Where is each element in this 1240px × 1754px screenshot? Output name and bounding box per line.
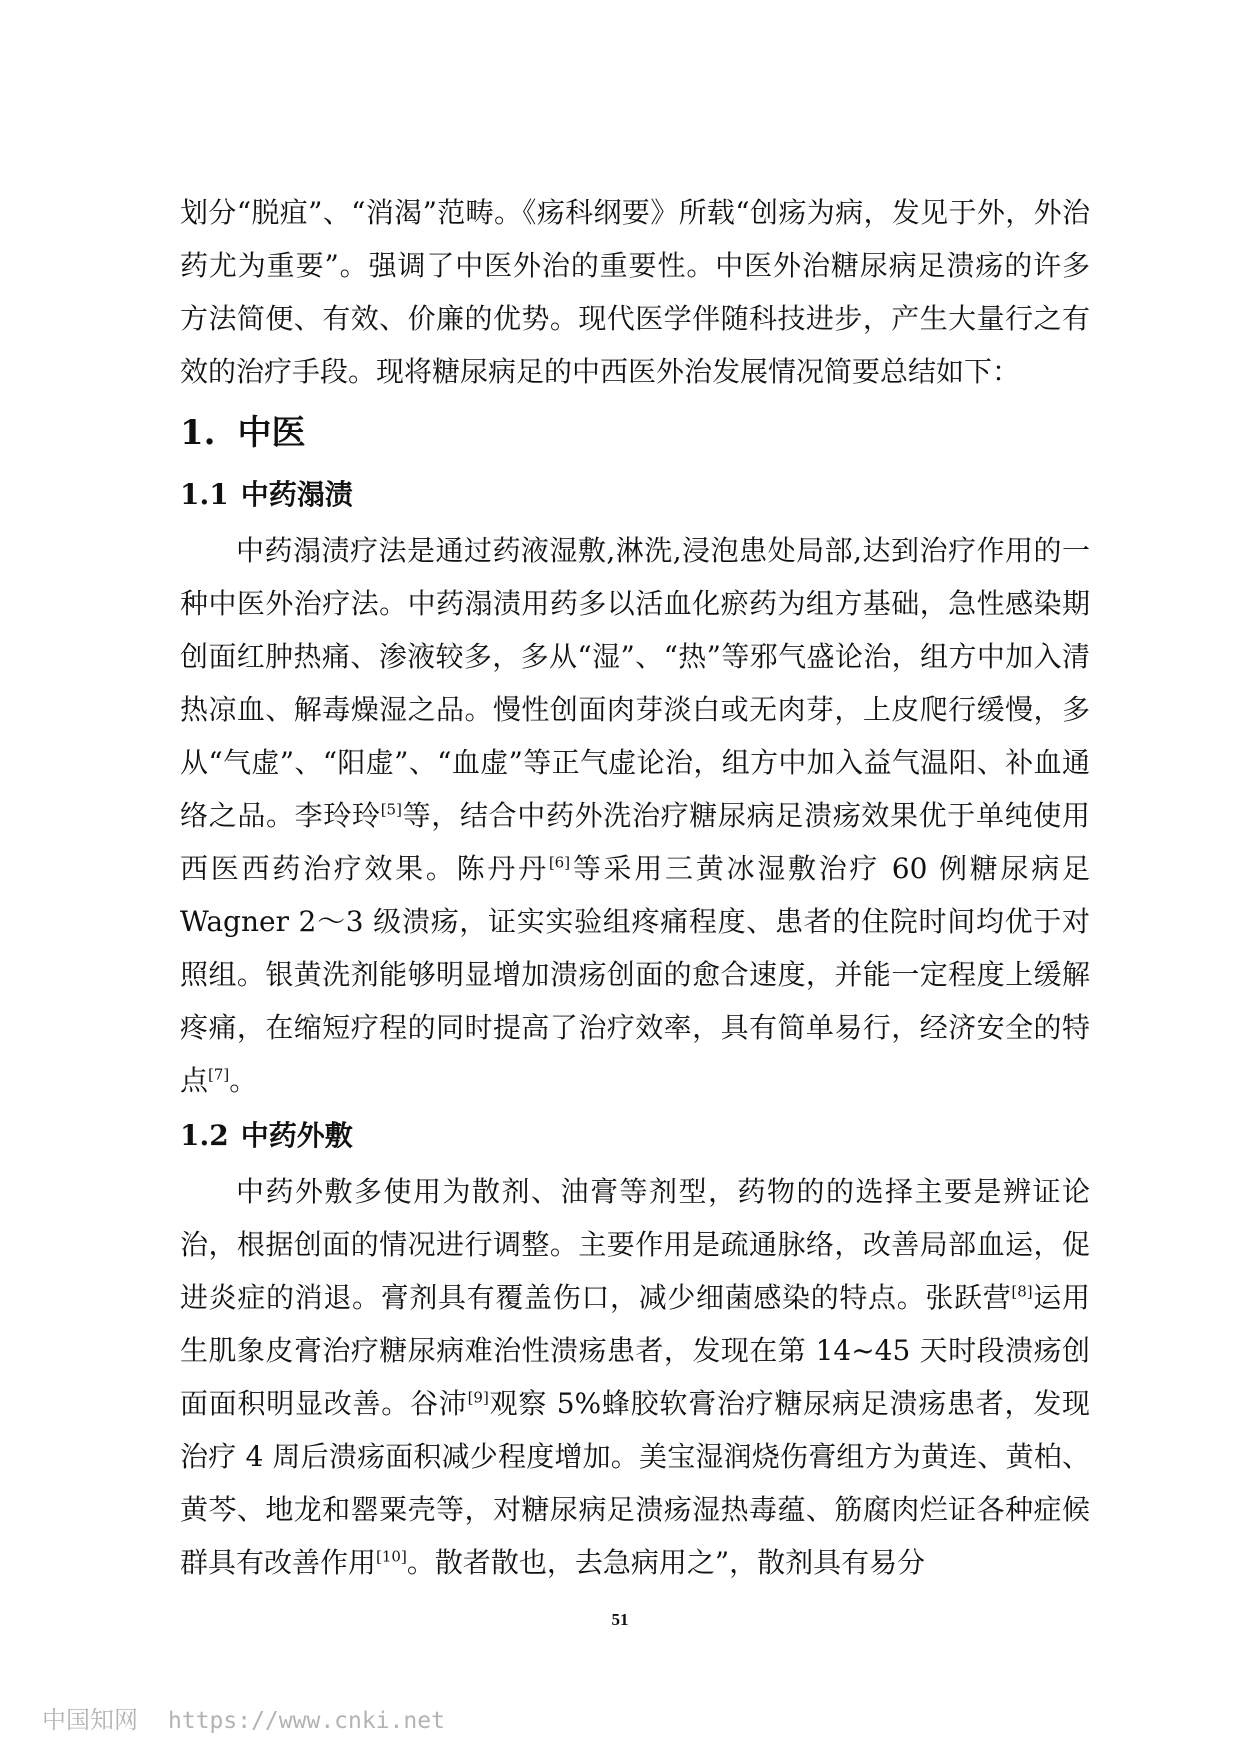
section-1-number: 1. xyxy=(180,413,216,453)
section-1-1-number: 1.1 xyxy=(180,478,229,511)
paragraph-text: 中药溻渍疗法是通过药液湿敷,淋洗,浸泡患处局部,达到治疗作用的一种中医外治疗法。中药溻渍用药多以活血化瘀药为组方基础，急性感染期创面红肿热痛、渗液较多，多从“湿”、“热”等邪气盛论治，组方中加入清热凉血、解毒燥湿之品。慢性创面肉芽淡白或无肉芽，上皮爬行缓慢，多从“气虚”、“阳虚”、“血虚”等正气虚论治，组方中加入益气温阳、补血通络之品。李玲玲 xyxy=(180,534,1090,832)
citation-ref-7: [7] xyxy=(208,1065,230,1084)
citation-ref-6: [6] xyxy=(548,853,571,872)
watermark-url: https://www.cnki.net xyxy=(168,1708,445,1734)
section-1-2-heading xyxy=(180,1107,1090,1165)
section-1-2-paragraph xyxy=(180,1165,1090,1589)
paragraph-text: 等采用三黄冰湿敷治疗 60 例糖尿病足 Wagner 2～3 级溃疡，证实实验组疼痛程度、患者的住院时间均优于对照组。银黄洗剂能够明显增加溃疡创面的愈合速度，并能一定程度上缓解疼痛，在缩短疗程的同时提高了治疗效率，具有简单易行，经济安全的特点 xyxy=(180,852,1090,1097)
section-1-1-paragraph xyxy=(180,524,1090,1107)
section-1-1-title: 中药溻渍 xyxy=(240,478,353,511)
watermark-brand: 中国知网 xyxy=(42,1706,138,1734)
citation-ref-9: [9] xyxy=(467,1388,489,1407)
paragraph-text: 观察 5%蜂胶软膏治疗糖尿病足溃疡患者，发现治疗 4 周后溃疡面积减少程度增加。美宝湿润烧伤膏组方为黄连、黄柏、黄芩、地龙和罂粟壳等，对糖尿病足溃疡湿热毒蕴、筋腐肉烂证各种症候群具有改善作用 xyxy=(180,1387,1090,1579)
section-1-1-heading xyxy=(180,466,1090,524)
section-1-2-number: 1.2 xyxy=(180,1119,229,1152)
citation-ref-10: [10] xyxy=(376,1547,407,1566)
section-1-title: 中医 xyxy=(237,413,306,453)
paragraph-text: 运用生肌象皮膏治疗糖尿病难治性溃疡患者，发现在第 14~45 天时段溃疡创面面积明显改善。谷沛 xyxy=(180,1281,1090,1420)
page-number: 51 xyxy=(611,1610,629,1629)
page-content xyxy=(180,186,1090,1589)
paragraph-text: 等，结合中药外洗治疗糖尿病足溃疡效果优于单纯使用西医西药治疗效果。陈丹丹 xyxy=(180,799,1090,885)
section-1-heading xyxy=(180,404,1090,462)
paragraph-text: 。散者散也，去急病用之”，散剂具有易分 xyxy=(406,1546,926,1579)
section-1-2-title: 中药外敷 xyxy=(240,1119,353,1152)
intro-paragraph: 划分“脱疽”、“消渴”范畴。《疡科纲要》所载“创疡为病，发见于外，外治药尤为重要”。强调了中医外治的重要性。中医外治糖尿病足溃疡的许多方法简便、有效、价廉的优势。现代医学伴随科技进步，产生大量行之有效的治疗手段。现将糖尿病足的中西医外治发展情况简要总结如下： xyxy=(180,196,1090,388)
citation-ref-8: [8] xyxy=(1011,1282,1033,1301)
paragraph-text: 。 xyxy=(229,1064,258,1097)
cnki-watermark xyxy=(42,1700,445,1735)
citation-ref-5: [5] xyxy=(380,800,402,819)
paragraph-text: 中药外敷多使用为散剂、油膏等剂型，药物的的选择主要是辨证论治，根据创面的情况进行调整。主要作用是疏通脉络，改善局部血运，促进炎症的消退。膏剂具有覆盖伤口，减少细菌感染的特点。张跃营 xyxy=(180,1175,1090,1314)
